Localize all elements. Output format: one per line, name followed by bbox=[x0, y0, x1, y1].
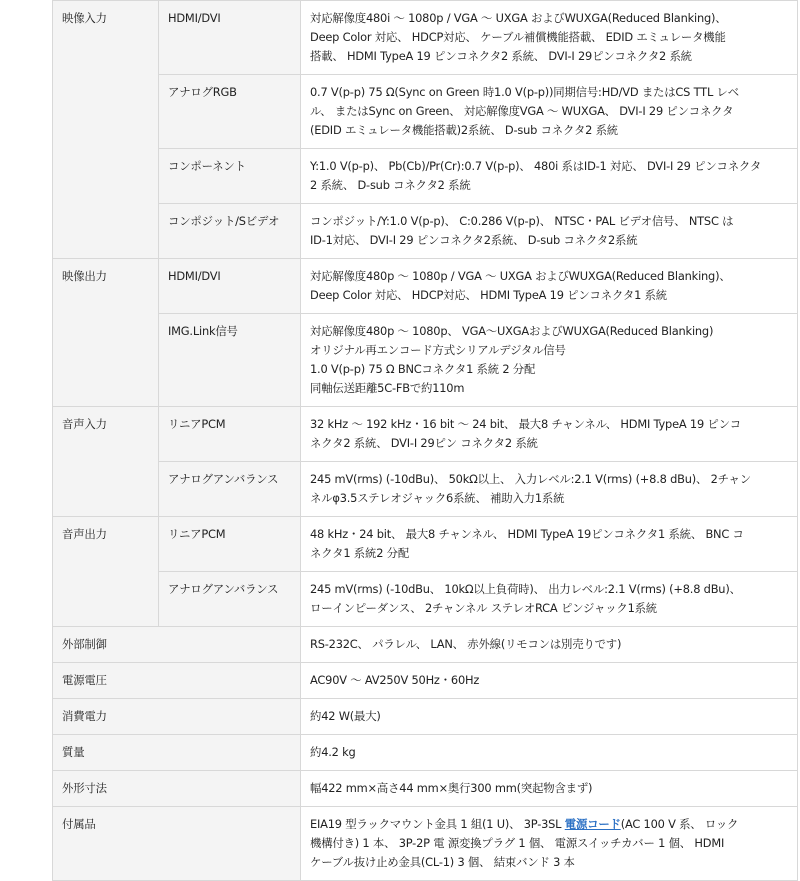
row-header-audio-output: 音声出力 bbox=[53, 517, 159, 627]
sub-header-hdmi-dvi: HDMI/DVI bbox=[159, 1, 301, 75]
spec-value: RS-232C、 パラレル、 LAN、 赤外線(リモコンは別売りです) bbox=[301, 627, 798, 663]
table-row bbox=[53, 517, 798, 572]
row-header-video-input: 映像入力 bbox=[53, 1, 159, 259]
row-header-audio-input: 音声入力 bbox=[53, 407, 159, 517]
table-row bbox=[53, 1, 798, 75]
table-row bbox=[53, 259, 798, 314]
spec-value: AC90V ～ AV250V 50Hz・60Hz bbox=[301, 663, 798, 699]
table-row bbox=[53, 462, 798, 517]
sub-header-img-link: IMG.Link信号 bbox=[159, 314, 301, 407]
row-header-mass: 質量 bbox=[53, 735, 301, 771]
row-header-accessories: 付属品 bbox=[53, 807, 301, 881]
table-row bbox=[53, 771, 798, 807]
table-row bbox=[53, 314, 798, 407]
sub-header-component: コンポーネント bbox=[159, 149, 301, 204]
table-row bbox=[53, 204, 798, 259]
sub-header-hdmi-dvi: HDMI/DVI bbox=[159, 259, 301, 314]
row-header-dimensions: 外形寸法 bbox=[53, 771, 301, 807]
sub-header-linear-pcm: リニアPCM bbox=[159, 407, 301, 462]
spec-value: 245 mV(rms) (-10dBu、 10kΩ以上負荷時)、 出力レベル:2.1 V(rms) (+8.8 dBu)、 ローインピーダンス、 2チャンネル ステレオRCA ピンジャック1系統 bbox=[301, 572, 798, 627]
sub-header-linear-pcm: リニアPCM bbox=[159, 517, 301, 572]
spec-value: Y:1.0 V(p-p)、 Pb(Cb)/Pr(Cr):0.7 V(p-p)、 480i 系はID-1 対応、 DVI-I 29 ピンコネクタ 2 系統、 D-sub コネクタ2 系統 bbox=[301, 149, 798, 204]
sub-header-composite: コンポジット/Sビデオ bbox=[159, 204, 301, 259]
spec-value: コンポジット/Y:1.0 V(p-p)、 C:0.286 V(p-p)、 NTSC・PAL ビデオ信号、 NTSC は ID-1対応、 DVI-I 29 ピンコネクタ2系統、 D-sub コネクタ2系統 bbox=[301, 204, 798, 259]
table-row bbox=[53, 735, 798, 771]
power-cord-link[interactable]: 電源コード bbox=[564, 817, 621, 831]
spec-value: 対応解像度480p ～ 1080p / VGA ～ UXGA およびWUXGA(Reduced Blanking)、 Deep Color 対応、 HDCP対応、 HDMI TypeA 19 ピンコネクタ1 系統 bbox=[301, 259, 798, 314]
row-header-external-control: 外部制御 bbox=[53, 627, 301, 663]
row-header-video-output: 映像出力 bbox=[53, 259, 159, 407]
spec-value: 48 kHz・24 bit、 最大8 チャンネル、 HDMI TypeA 19ピンコネクタ1 系統、 BNC コ ネクタ1 系統2 分配 bbox=[301, 517, 798, 572]
spec-value: 約42 W(最大) bbox=[301, 699, 798, 735]
sub-header-analog-unbalanced: アナログアンバランス bbox=[159, 462, 301, 517]
spec-value: 対応解像度480i ～ 1080p / VGA ～ UXGA およびWUXGA(Reduced Blanking)、 Deep Color 対応、 HDCP対応、 ケーブル補償機能搭載、 EDID エミュレータ機能 搭載、 HDMI TypeA 19 ピンコネクタ2 系統、 DVI-I 29ピンコネクタ2 系統 bbox=[301, 1, 798, 75]
table-row bbox=[53, 407, 798, 462]
spec-value: 245 mV(rms) (-10dBu)、 50kΩ以上、 入力レベル:2.1 V(rms) (+8.8 dBu)、 2チャン ネルφ3.5ステレオジャック6系統、 補助入力1系統 bbox=[301, 462, 798, 517]
spec-value: 幅422 mm×高さ44 mm×奥行300 mm(突起物含まず) bbox=[301, 771, 798, 807]
table-row bbox=[53, 627, 798, 663]
table-row bbox=[53, 149, 798, 204]
table-row bbox=[53, 699, 798, 735]
table-row bbox=[53, 75, 798, 149]
spec-value: 0.7 V(p-p) 75 Ω(Sync on Green 時1.0 V(p-p))同期信号:HD/VD またはCS TTL レベ ル、 またはSync on Green、 対応解像度VGA ～ WUXGA、 DVI-I 29 ピンコネクタ (EDID エミュレータ機能搭載)2系統、 D-sub コネクタ2 系統 bbox=[301, 75, 798, 149]
row-header-power-voltage: 電源電圧 bbox=[53, 663, 301, 699]
sub-header-analog-rgb: アナログRGB bbox=[159, 75, 301, 149]
row-header-power-consumption: 消費電力 bbox=[53, 699, 301, 735]
spec-value: 対応解像度480p ～ 1080p、 VGA～UXGAおよびWUXGA(Reduced Blanking) オリジナル再エンコード方式シリアルデジタル信号 1.0 V(p-p) 75 Ω BNCコネクタ1 系統 2 分配 同軸伝送距離5C-FBで約110m bbox=[301, 314, 798, 407]
table-row bbox=[53, 572, 798, 627]
spec-value: 約4.2 kg bbox=[301, 735, 798, 771]
spec-table bbox=[52, 0, 798, 881]
table-row bbox=[53, 663, 798, 699]
spec-value: 32 kHz ～ 192 kHz・16 bit ～ 24 bit、 最大8 チャンネル、 HDMI TypeA 19 ピンコ ネクタ2 系統、 DVI-I 29ピン コネクタ2 系統 bbox=[301, 407, 798, 462]
table-row bbox=[53, 807, 798, 881]
spec-value: EIA19 型ラックマウント金具 1 組(1 U)、 3P-3SL 電源コード(AC 100 V 系、 ロック 機構付き) 1 本、 3P-2P 電 源変換プラグ 1 個、 電源スイッチカバー 1 個、 HDMI ケーブル抜け止め金具(CL-1) 3 個、 結束バンド 3 本 bbox=[301, 807, 798, 881]
sub-header-analog-unbalanced: アナログアンバランス bbox=[159, 572, 301, 627]
